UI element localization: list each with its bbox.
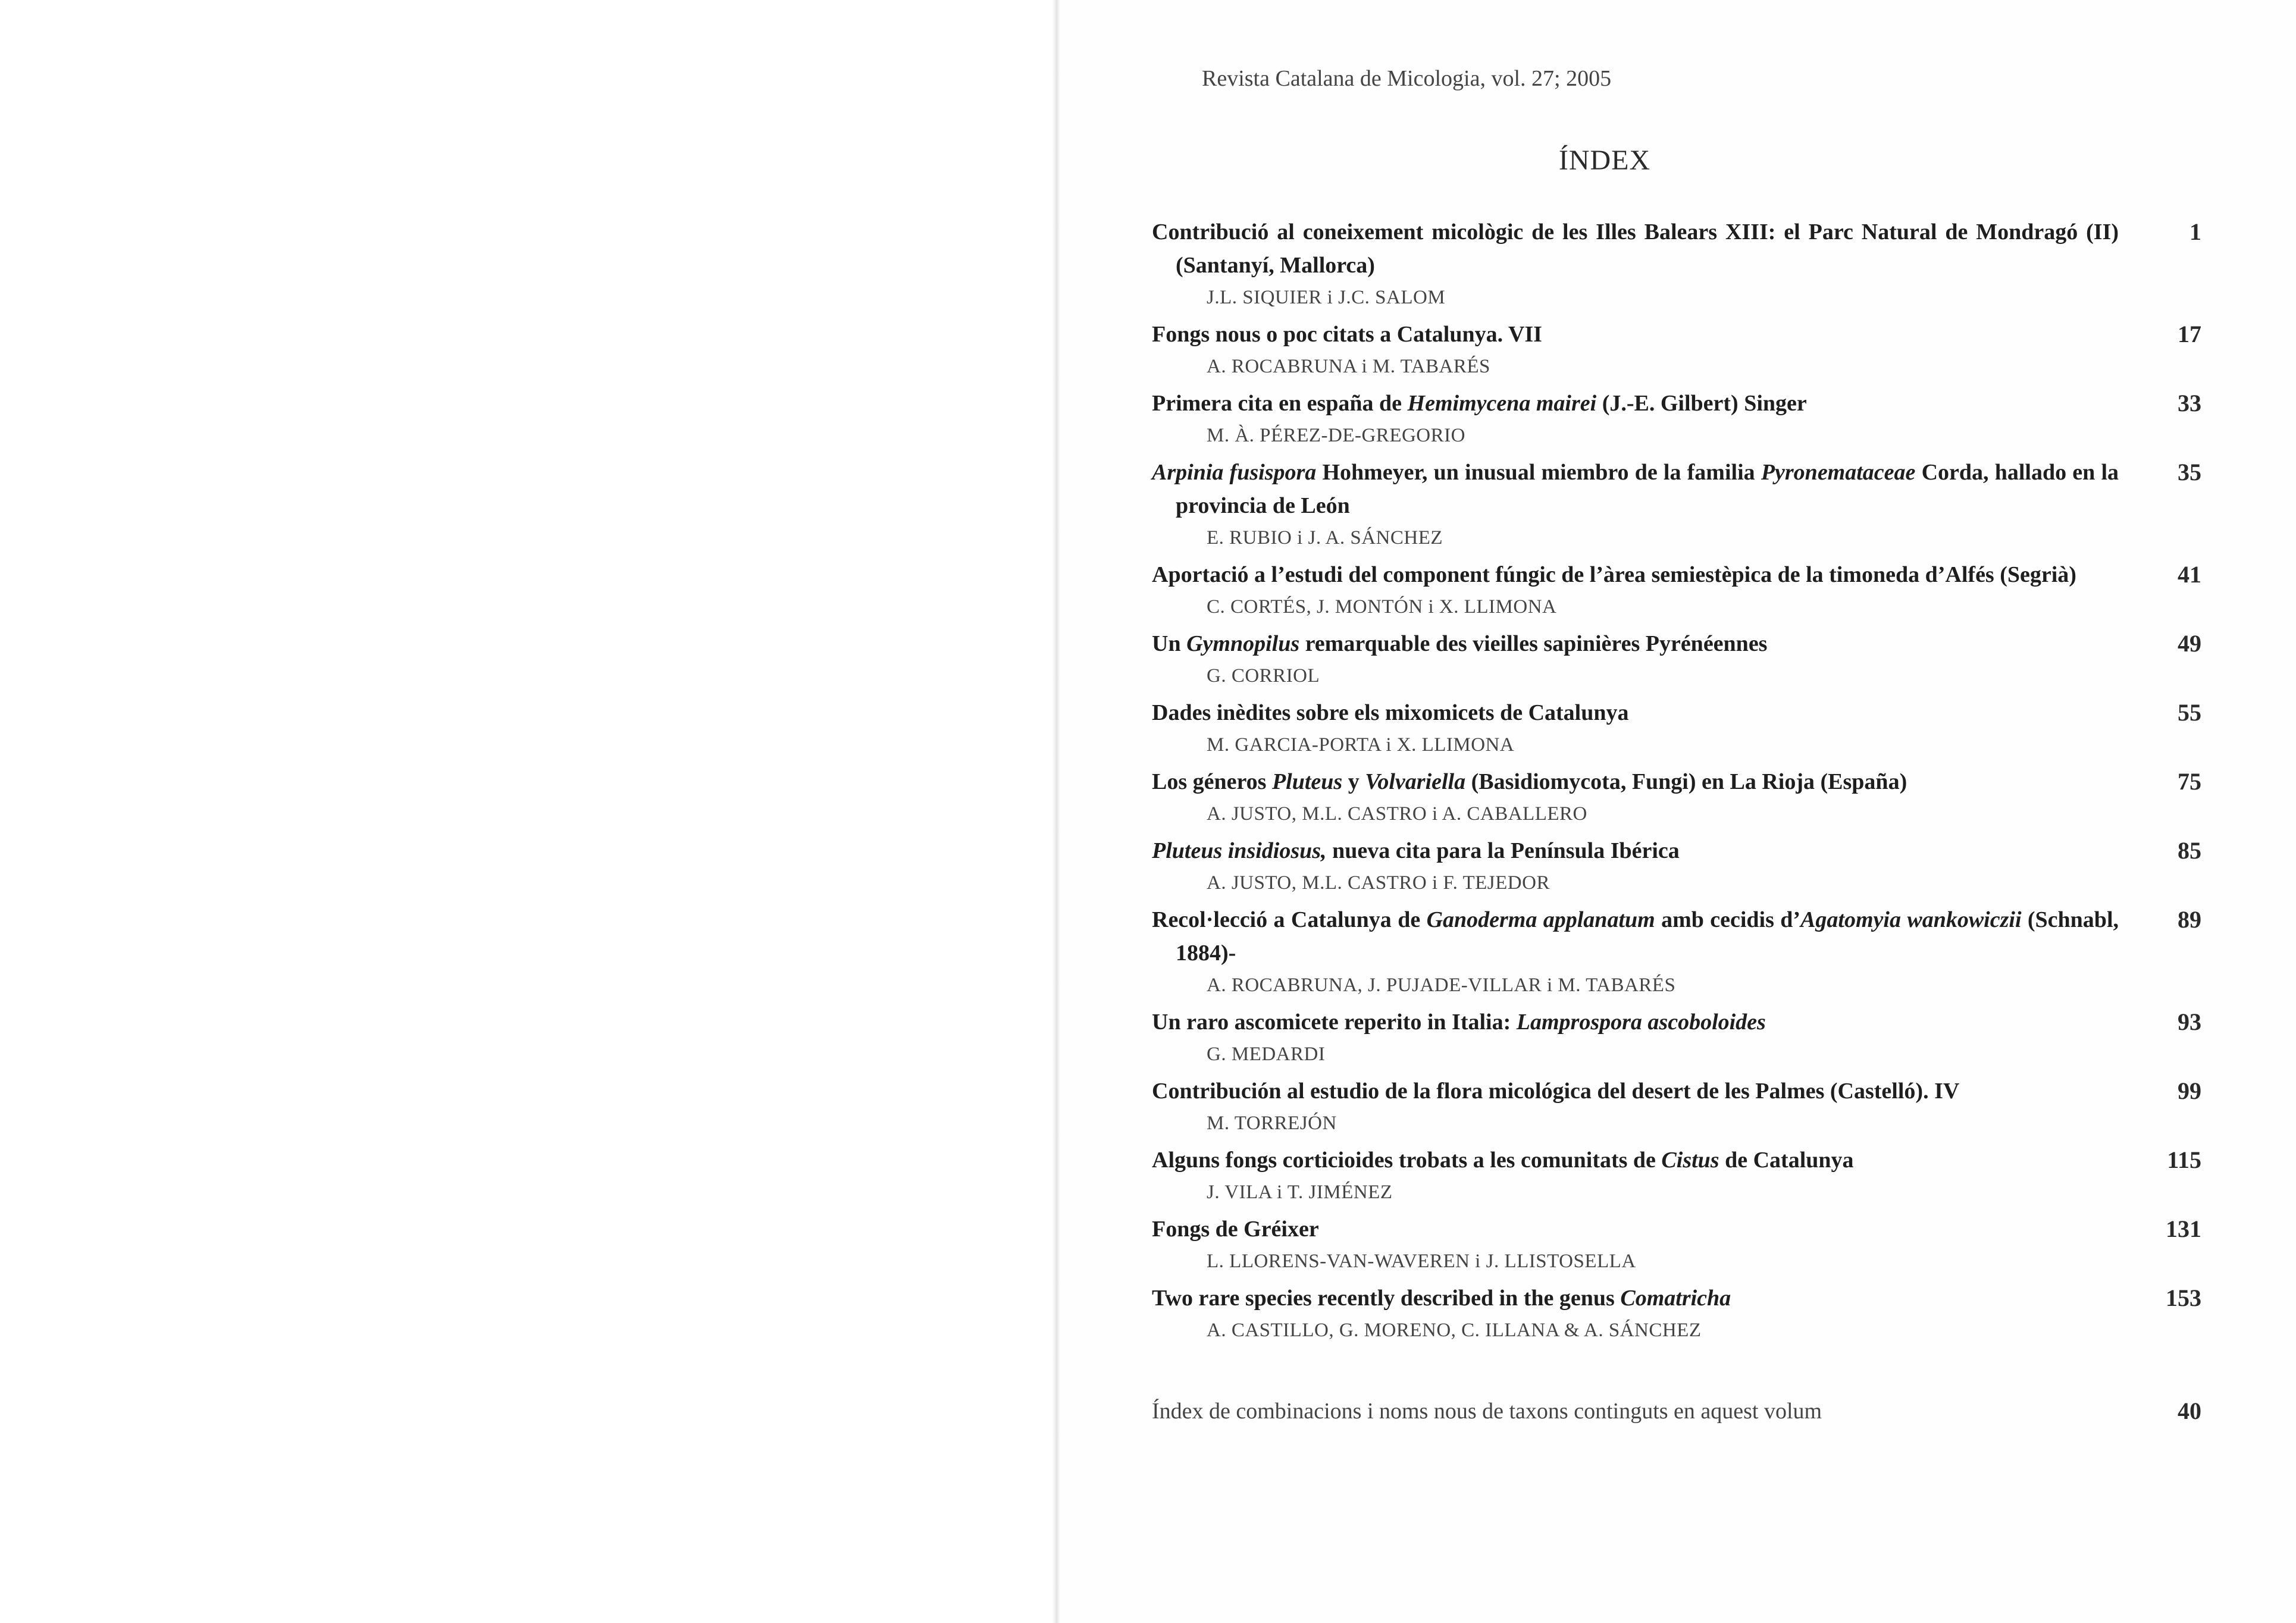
toc-entry-page-number: 99 xyxy=(2178,1077,2201,1104)
toc-entry xyxy=(1152,1143,2201,1208)
toc-entry-title: Dades inèdites sobre els mixomicets de Catalunya xyxy=(1152,700,1629,725)
toc-entry-title: Fongs nous o poc citats a Catalunya. VII xyxy=(1152,322,1542,347)
toc-entry-authors: M. TORREJÓN xyxy=(1207,1113,1337,1134)
toc-entry-page-number: 41 xyxy=(2178,561,2201,588)
page-title: ÍNDEX xyxy=(1558,145,1651,176)
toc-entry-authors: M. GARCIA-PORTA i X. LLIMONA xyxy=(1207,734,1515,756)
final-index-entry xyxy=(1152,1395,2201,1428)
toc-entry xyxy=(1152,765,2201,829)
toc-entry-authors: J. VILA i T. JIMÉNEZ xyxy=(1207,1182,1393,1203)
toc-entry-page-number: 153 xyxy=(2166,1284,2201,1311)
toc-entry-title: Two rare species recently described in the genus Comatricha xyxy=(1152,1286,1731,1311)
toc-entry xyxy=(1152,1282,2201,1346)
toc-entry-authors: G. MEDARDI xyxy=(1207,1044,1326,1065)
table-of-contents xyxy=(1152,215,2201,1351)
toc-entry xyxy=(1152,318,2201,382)
toc-entry xyxy=(1152,834,2201,898)
toc-entry xyxy=(1152,627,2201,691)
toc-entry-page-number: 1 xyxy=(2189,218,2201,245)
toc-entry-authors: L. LLORENS-VAN-WAVEREN i J. LLISTOSELLA xyxy=(1207,1251,1636,1272)
toc-entry-title: Aportació a l’estudi del component fúngic de l’àrea semiestèpica de la timoneda d’Alfés (Segrià) xyxy=(1152,562,2076,587)
toc-entry-page-number: 17 xyxy=(2178,321,2201,347)
toc-entry-title: Un raro ascomicete reperito in Italia: Lamprospora ascoboloides xyxy=(1152,1010,1766,1035)
toc-entry-authors: G. CORRIOL xyxy=(1207,665,1320,687)
toc-entry-authors: C. CORTÉS, J. MONTÓN i X. LLIMONA xyxy=(1207,596,1557,618)
toc-entry xyxy=(1152,1212,2201,1277)
toc-entry-page-number: 85 xyxy=(2178,837,2201,864)
toc-entry-title: Pluteus insidiosus, nueva cita para la Península Ibérica xyxy=(1152,838,1680,863)
toc-entry-authors: A. CASTILLO, G. MORENO, C. ILLANA & A. SÁNCHEZ xyxy=(1207,1320,1702,1341)
toc-entry xyxy=(1152,215,2201,313)
toc-entry xyxy=(1152,1074,2201,1139)
toc-entry-title: Contribució al coneixement micològic de les Illes Balears XIII: el Parc Natural de Mondragó (II) (Santanyí, Mallorca) xyxy=(1152,220,2119,278)
left-page-blank xyxy=(0,0,1059,1623)
toc-entry-title: Los géneros Pluteus y Volvariella (Basidiomycota, Fungi) en La Rioja (España) xyxy=(1152,769,1907,794)
toc-entry-authors: A. JUSTO, M.L. CASTRO i A. CABALLERO xyxy=(1207,803,1587,825)
toc-entry-page-number: 131 xyxy=(2166,1215,2201,1242)
toc-entry xyxy=(1152,903,2201,1001)
toc-entry-authors: J.L. SIQUIER i J.C. SALOM xyxy=(1207,287,1446,308)
toc-entry-page-number: 33 xyxy=(2178,390,2201,416)
toc-entry xyxy=(1152,387,2201,451)
toc-entry-authors: E. RUBIO i J. A. SÁNCHEZ xyxy=(1207,527,1443,549)
toc-entry-title: Arpinia fusispora Hohmeyer, un inusual miembro de la familia Pyronemataceae Corda, hallado en la provincia de León xyxy=(1152,460,2119,518)
toc-entry-authors: A. ROCABRUNA, J. PUJADE-VILLAR i M. TABARÉS xyxy=(1207,975,1676,996)
toc-entry-title: Alguns fongs corticioides trobats a les comunitats de Cistus de Catalunya xyxy=(1152,1148,1854,1173)
toc-entry-authors: A. ROCABRUNA i M. TABARÉS xyxy=(1207,356,1490,377)
page-gutter xyxy=(1052,0,1060,1623)
toc-entry-title: Fongs de Gréixer xyxy=(1152,1217,1319,1242)
final-index-page-number: 40 xyxy=(2178,1398,2201,1424)
toc-entry-page-number: 89 xyxy=(2178,906,2201,933)
toc-entry-page-number: 93 xyxy=(2178,1008,2201,1035)
toc-entry xyxy=(1152,558,2201,622)
toc-entry-authors: M. À. PÉREZ-DE-GREGORIO xyxy=(1207,425,1465,446)
toc-entry-page-number: 49 xyxy=(2178,630,2201,657)
journal-header: Revista Catalana de Micologia, vol. 27; 2005 xyxy=(1202,66,1612,91)
toc-entry-page-number: 75 xyxy=(2178,768,2201,795)
toc-entry-authors: A. JUSTO, M.L. CASTRO i F. TEJEDOR xyxy=(1207,872,1550,894)
toc-entry-title: Primera cita en españa de Hemimycena mairei (J.-E. Gilbert) Singer xyxy=(1152,391,1807,416)
toc-entry xyxy=(1152,696,2201,760)
toc-entry xyxy=(1152,456,2201,553)
toc-entry-page-number: 115 xyxy=(2167,1146,2201,1173)
toc-entry-title: Contribución al estudio de la flora micológica del desert de les Palmes (Castelló). IV xyxy=(1152,1079,1960,1104)
toc-entry-page-number: 55 xyxy=(2178,699,2201,726)
toc-entry xyxy=(1152,1005,2201,1070)
final-index-label: Índex de combinacions i noms nous de taxons continguts en aquest volum xyxy=(1152,1399,1822,1424)
toc-entry-title: Recol·lecció a Catalunya de Ganoderma applanatum amb cecidis d’Agatomyia wankowiczii (Schnabl, 1884)- xyxy=(1152,907,2119,966)
toc-entry-title: Un Gymnopilus remarquable des vieilles sapinières Pyrénéennes xyxy=(1152,631,1768,656)
toc-entry-page-number: 35 xyxy=(2178,459,2201,485)
